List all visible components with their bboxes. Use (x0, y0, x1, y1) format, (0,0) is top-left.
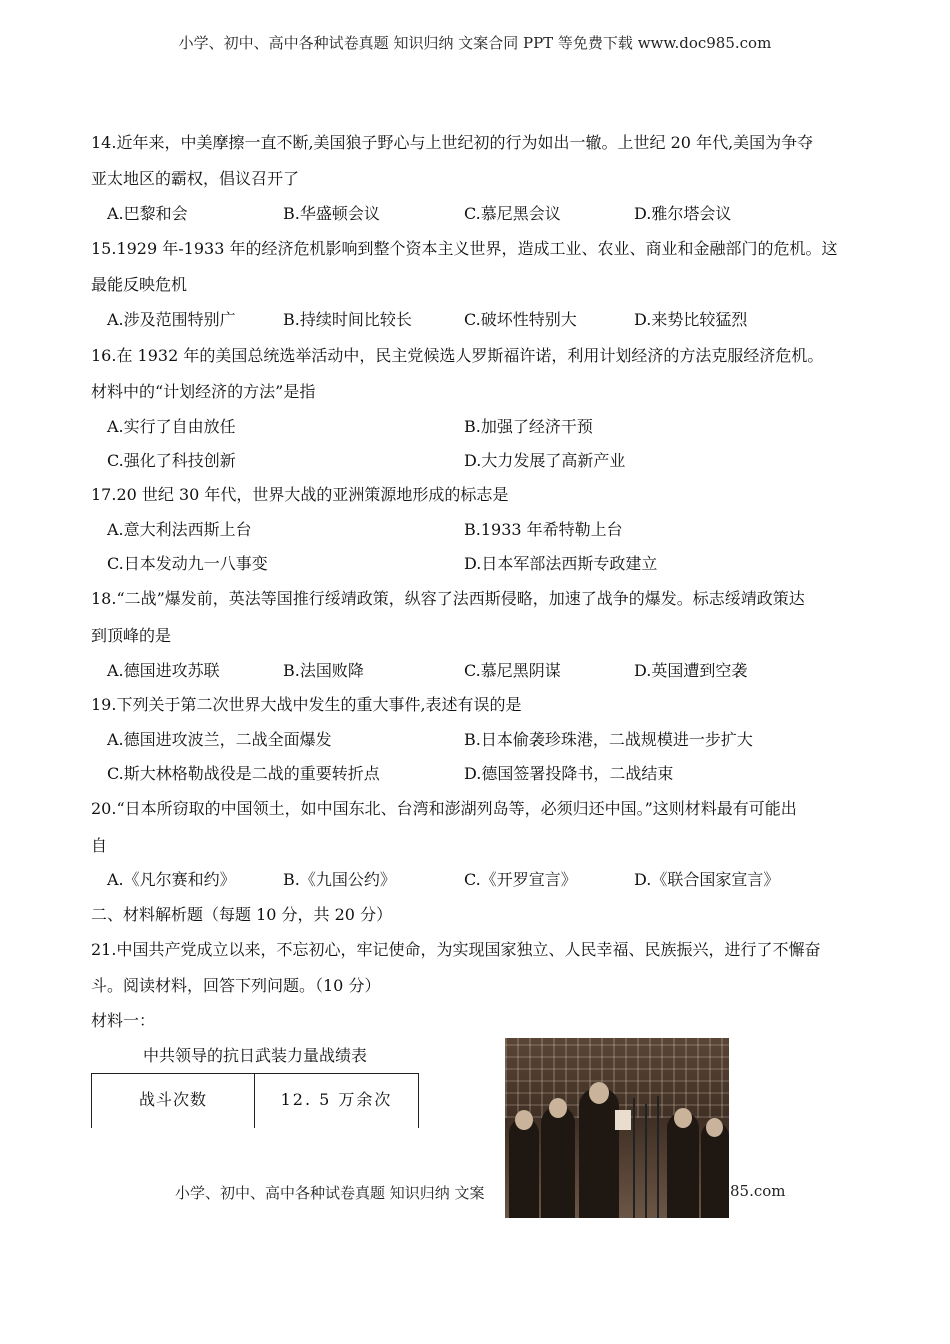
photo-head (706, 1118, 723, 1137)
q14-option-d: D.雅尔塔会议 (634, 204, 732, 223)
q18-option-c: C.慕尼黑阴谋 (464, 661, 561, 680)
page-footer-left: 小学、初中、高中各种试卷真题 知识归纳 文案 (175, 1184, 485, 1202)
q18-option-b: B.法国败降 (283, 661, 364, 680)
q17-option-c: C.日本发动九一八事变 (107, 554, 268, 573)
q20-option-d: D.《联合国家宣言》 (634, 870, 780, 889)
q15-option-d: D.来势比较猛烈 (634, 310, 748, 329)
q16-option-c: C.强化了科技创新 (107, 451, 236, 470)
q16-option-d: D.大力发展了高新产业 (464, 451, 626, 470)
q14-option-c: C.慕尼黑会议 (464, 204, 561, 223)
q20-option-b: B.《九国公约》 (283, 870, 396, 889)
q20-option-c: C.《开罗宣言》 (464, 870, 577, 889)
photo-microphone (657, 1096, 659, 1218)
photo-head (674, 1108, 692, 1128)
photo-microphone (633, 1098, 635, 1218)
q20-stem-line2: 自 (91, 836, 108, 855)
q20-stem-line1: 20.“日本所窃取的中国领土，如中国东北、台湾和澎湖列岛等，必须归还中国。”这则材料最有可能出 (91, 799, 797, 818)
q14-stem-line1: 14.近年来，中美摩擦一直不断,美国狼子野心与上世纪初的行为如出一辙。上世纪 20 年代,美国为争夺 (91, 133, 814, 152)
q14-option-a: A.巴黎和会 (107, 204, 188, 223)
photo-figure (509, 1118, 539, 1218)
photo-figure (541, 1106, 575, 1218)
photo-head (589, 1082, 609, 1104)
photo-head (549, 1098, 567, 1118)
q18-option-d: D.英国遭到空袭 (634, 661, 748, 680)
q20-option-a: A.《凡尔赛和约》 (107, 870, 236, 889)
page-footer-right: 85.com (730, 1182, 786, 1200)
q15-stem-line1: 15.1929 年-1933 年的经济危机影响到整个资本主义世界，造成工业、农业、商业和金融部门的危机。这 (91, 239, 838, 258)
table-title: 中共领导的抗日武装力量战绩表 (143, 1046, 368, 1065)
battle-record-table (91, 1073, 419, 1128)
q15-option-a: A.涉及范围特别广 (107, 310, 236, 329)
photo-figure (579, 1088, 619, 1218)
q17-option-d: D.日本军部法西斯专政建立 (464, 554, 658, 573)
q14-stem-line2: 亚太地区的霸权，倡议召开了 (91, 169, 300, 188)
q19-option-d: D.德国签署投降书，二战结束 (464, 764, 674, 783)
table-cell-label: 战斗次数 (138, 1090, 207, 1109)
photo-microphone (645, 1104, 647, 1218)
q18-stem-line1: 18.“二战”爆发前，英法等国推行绥靖政策，纵容了法西斯侵略，加速了战争的爆发。标志绥靖政策达 (91, 589, 805, 608)
material-one-label: 材料一： (91, 1011, 156, 1030)
q16-option-b: B.加强了经济干预 (464, 417, 593, 436)
q15-stem-line2: 最能反映危机 (91, 275, 188, 294)
q17-stem: 17.20 世纪 30 年代，世界大战的亚洲策源地形成的标志是 (91, 485, 509, 504)
q18-stem-line2: 到顶峰的是 (91, 626, 172, 645)
q21-stem-line1: 21.中国共产党成立以来，不忘初心，牢记使命，为实现国家独立、人民幸福、民族振兴，进行了不懈奋 (91, 940, 821, 959)
q19-option-c: C.斯大林格勒战役是二战的重要转折点 (107, 764, 380, 783)
q16-stem-line2: 材料中的“计划经济的方法”是指 (91, 382, 316, 401)
q19-option-b: B.日本偷袭珍珠港，二战规模进一步扩大 (464, 730, 753, 749)
q17-option-a: A.意大利法西斯上台 (107, 520, 252, 539)
q15-option-b: B.持续时间比较长 (283, 310, 412, 329)
historical-photo (505, 1038, 729, 1218)
q16-option-a: A.实行了自由放任 (107, 417, 236, 436)
q17-option-b: B.1933 年希特勒上台 (464, 520, 623, 539)
q19-option-a: A.德国进攻波兰，二战全面爆发 (107, 730, 332, 749)
photo-paper (615, 1110, 631, 1130)
section-heading: 二、材料解析题（每题 10 分，共 20 分） (91, 905, 393, 924)
table-cell-value: 12. 5 万余次 (280, 1090, 393, 1109)
photo-head (515, 1110, 533, 1130)
q18-option-a: A.德国进攻苏联 (107, 661, 220, 680)
q21-stem-line2: 斗。阅读材料，回答下列问题。（10 分） (91, 976, 381, 995)
q15-option-c: C.破坏性特别大 (464, 310, 577, 329)
q14-option-b: B.华盛顿会议 (283, 204, 380, 223)
q16-stem-line1: 16.在 1932 年的美国总统选举活动中，民主党候选人罗斯福许诺，利用计划经济的方法克服经济危机。 (91, 346, 824, 365)
page-header: 小学、初中、高中各种试卷真题 知识归纳 文案合同 PPT 等免费下载 www.doc985.com (178, 34, 772, 52)
q19-stem: 19.下列关于第二次世界大战中发生的重大事件,表述有误的是 (91, 695, 522, 714)
